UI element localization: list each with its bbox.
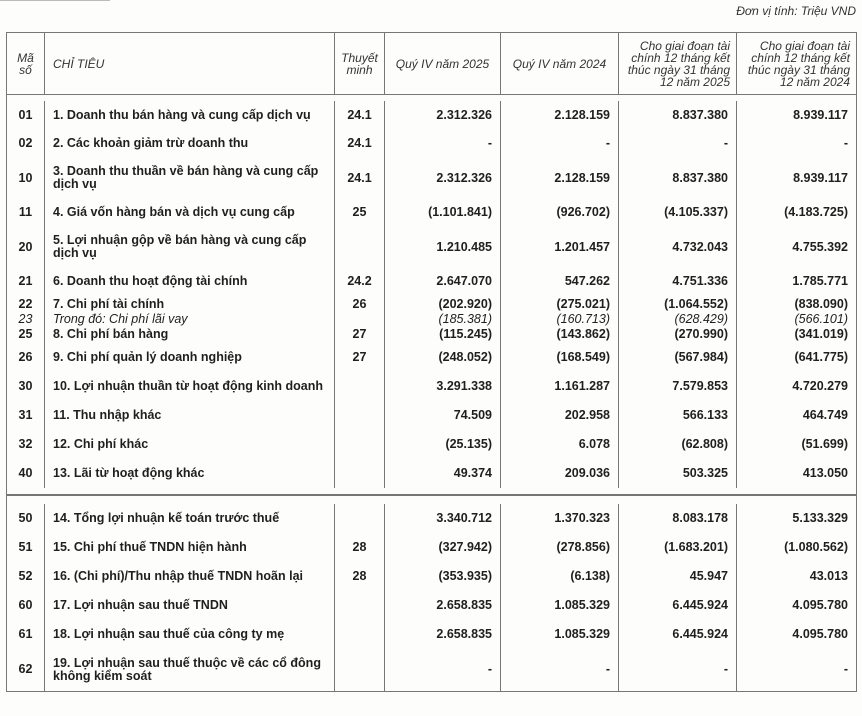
table-row <box>7 227 857 267</box>
row-item: 19. Lợi nhuận sau thuế thuộc về các cổ đông không kiểm soát <box>45 649 335 691</box>
row-q4-2025: (185.381) <box>385 313 501 326</box>
row-q4-2024: 6.078 <box>501 430 619 459</box>
row-item: 4. Giá vốn hàng bán và dịch vụ cung cấp <box>45 198 335 227</box>
row-year-2024: (4.183.725) <box>737 198 857 227</box>
row-q4-2024: 1.085.329 <box>501 620 619 649</box>
row-note: 24.1 <box>335 101 385 129</box>
header-year-2025: Cho giai đoạn tài chính 12 tháng kết thúc ngày 31 tháng 12 năm 2025 <box>619 33 737 95</box>
row-code: 60 <box>7 591 45 620</box>
row-code: 23 <box>7 313 45 326</box>
table-row <box>7 459 857 488</box>
row-year-2024: - <box>737 129 857 158</box>
section-separator-bottom <box>7 495 857 504</box>
header-q4-2024: Quý IV năm 2024 <box>501 33 619 95</box>
row-year-2025: (1.064.552) <box>619 296 737 313</box>
row-q4-2025: (115.245) <box>385 326 501 343</box>
row-q4-2025: 74.509 <box>385 401 501 430</box>
row-q4-2024: 1.161.287 <box>501 372 619 401</box>
row-note <box>335 620 385 649</box>
row-q4-2025: (353.935) <box>385 562 501 591</box>
table-row <box>7 430 857 459</box>
row-item: 8. Chi phí bán hàng <box>45 326 335 343</box>
row-year-2025: 6.445.924 <box>619 620 737 649</box>
row-year-2024: (641.775) <box>737 343 857 372</box>
row-year-2025: (1.683.201) <box>619 533 737 562</box>
row-q4-2024: (168.549) <box>501 343 619 372</box>
row-code: 51 <box>7 533 45 562</box>
row-note: 27 <box>335 343 385 372</box>
row-year-2025: 8.083.178 <box>619 504 737 533</box>
row-q4-2025: 2.312.326 <box>385 158 501 198</box>
row-year-2025: (62.808) <box>619 430 737 459</box>
row-year-2025: (270.990) <box>619 326 737 343</box>
row-q4-2025: 2.312.326 <box>385 101 501 129</box>
row-q4-2024: (278.856) <box>501 533 619 562</box>
row-note <box>335 372 385 401</box>
row-code: 21 <box>7 267 45 296</box>
row-q4-2024: (275.021) <box>501 296 619 313</box>
section-separator-bottom-cell <box>7 495 857 504</box>
row-note: 24.1 <box>335 158 385 198</box>
table-header <box>7 33 857 95</box>
table-body <box>7 95 857 692</box>
row-year-2024: - <box>737 649 857 691</box>
row-year-2025: - <box>619 649 737 691</box>
table-row <box>7 372 857 401</box>
row-item: 5. Lợi nhuận gộp về bán hàng và cung cấp dịch vụ <box>45 227 335 267</box>
row-q4-2024: 209.036 <box>501 459 619 488</box>
row-year-2025: - <box>619 129 737 158</box>
row-q4-2024: - <box>501 129 619 158</box>
table-row <box>7 504 857 533</box>
header-q4-2025: Quý IV năm 2025 <box>385 33 501 95</box>
table-row <box>7 158 857 198</box>
row-note: 28 <box>335 562 385 591</box>
row-item: 1. Doanh thu bán hàng và cung cấp dịch vụ <box>45 101 335 129</box>
row-note <box>335 313 385 326</box>
row-q4-2024: (6.138) <box>501 562 619 591</box>
row-item: Trong đó: Chi phí lãi vay <box>45 313 335 326</box>
row-code: 50 <box>7 504 45 533</box>
table-row <box>7 198 857 227</box>
row-year-2024: 5.133.329 <box>737 504 857 533</box>
row-q4-2024: 1.085.329 <box>501 591 619 620</box>
row-q4-2025: 1.210.485 <box>385 227 501 267</box>
section-separator-top-cell <box>7 488 857 495</box>
row-q4-2024: (160.713) <box>501 313 619 326</box>
row-q4-2024: 547.262 <box>501 267 619 296</box>
row-year-2025: 8.837.380 <box>619 158 737 198</box>
table-row <box>7 129 857 158</box>
row-note <box>335 504 385 533</box>
row-item: 17. Lợi nhuận sau thuế TNDN <box>45 591 335 620</box>
table-row <box>7 401 857 430</box>
row-year-2025: 4.732.043 <box>619 227 737 267</box>
row-item: 13. Lãi từ hoạt động khác <box>45 459 335 488</box>
header-code: Mã số <box>7 33 45 95</box>
row-year-2025: (4.105.337) <box>619 198 737 227</box>
table-row <box>7 591 857 620</box>
row-year-2024: 4.755.392 <box>737 227 857 267</box>
row-item: 15. Chi phí thuế TNDN hiện hành <box>45 533 335 562</box>
row-q4-2025: - <box>385 129 501 158</box>
row-year-2025: 503.325 <box>619 459 737 488</box>
row-note <box>335 649 385 691</box>
row-year-2024: (838.090) <box>737 296 857 313</box>
row-year-2024: 464.749 <box>737 401 857 430</box>
table-row <box>7 562 857 591</box>
row-item: 16. (Chi phí)/Thu nhập thuế TNDN hoãn lại <box>45 562 335 591</box>
row-code: 62 <box>7 649 45 691</box>
table-row <box>7 313 857 326</box>
row-year-2025: 45.947 <box>619 562 737 591</box>
row-year-2024: (566.101) <box>737 313 857 326</box>
row-code: 52 <box>7 562 45 591</box>
row-year-2024: 8.939.117 <box>737 158 857 198</box>
row-item: 11. Thu nhập khác <box>45 401 335 430</box>
row-q4-2025: 3.340.712 <box>385 504 501 533</box>
row-note <box>335 459 385 488</box>
row-item: 9. Chi phí quản lý doanh nghiệp <box>45 343 335 372</box>
row-year-2025: 566.133 <box>619 401 737 430</box>
row-q4-2024: 1.370.323 <box>501 504 619 533</box>
row-year-2024: 43.013 <box>737 562 857 591</box>
row-item: 18. Lợi nhuận sau thuế của công ty mẹ <box>45 620 335 649</box>
row-code: 02 <box>7 129 45 158</box>
row-year-2025: 7.579.853 <box>619 372 737 401</box>
table-row <box>7 343 857 372</box>
row-note: 27 <box>335 326 385 343</box>
table-row <box>7 101 857 129</box>
row-code: 10 <box>7 158 45 198</box>
row-year-2025: 6.445.924 <box>619 591 737 620</box>
row-year-2024: 413.050 <box>737 459 857 488</box>
row-note <box>335 401 385 430</box>
row-code: 20 <box>7 227 45 267</box>
row-q4-2025: 3.291.338 <box>385 372 501 401</box>
row-note <box>335 430 385 459</box>
row-code: 30 <box>7 372 45 401</box>
row-year-2024: (1.080.562) <box>737 533 857 562</box>
row-item: 3. Doanh thu thuần về bán hàng và cung cấp dịch vụ <box>45 158 335 198</box>
row-code: 26 <box>7 343 45 372</box>
row-q4-2024: (926.702) <box>501 198 619 227</box>
row-code: 22 <box>7 296 45 313</box>
row-q4-2024: 2.128.159 <box>501 101 619 129</box>
header-item: CHỈ TIÊU <box>45 33 335 95</box>
row-q4-2024: 202.958 <box>501 401 619 430</box>
row-note: 25 <box>335 198 385 227</box>
table-row <box>7 533 857 562</box>
row-item: 12. Chi phí khác <box>45 430 335 459</box>
row-note: 24.1 <box>335 129 385 158</box>
row-item: 14. Tổng lợi nhuận kế toán trước thuế <box>45 504 335 533</box>
row-item: 10. Lợi nhuận thuần từ hoạt động kinh doanh <box>45 372 335 401</box>
row-year-2025: 8.837.380 <box>619 101 737 129</box>
section-separator-top <box>7 488 857 495</box>
row-q4-2025: 2.658.835 <box>385 620 501 649</box>
row-year-2025: (567.984) <box>619 343 737 372</box>
row-year-2024: 4.720.279 <box>737 372 857 401</box>
row-q4-2024: - <box>501 649 619 691</box>
table-row <box>7 296 857 313</box>
row-year-2024: (51.699) <box>737 430 857 459</box>
row-q4-2024: (143.862) <box>501 326 619 343</box>
row-code: 11 <box>7 198 45 227</box>
table-row <box>7 267 857 296</box>
row-year-2024: 4.095.780 <box>737 591 857 620</box>
row-q4-2025: (248.052) <box>385 343 501 372</box>
row-q4-2025: (202.920) <box>385 296 501 313</box>
row-q4-2025: - <box>385 649 501 691</box>
row-note: 24.2 <box>335 267 385 296</box>
row-code: 01 <box>7 101 45 129</box>
header-year-2024: Cho giai đoạn tài chính 12 tháng kết thúc ngày 31 tháng 12 năm 2024 <box>737 33 857 95</box>
unit-label: Đơn vị tính: Triệu VND <box>736 4 856 18</box>
table-row <box>7 649 857 691</box>
header-note: Thuyết minh <box>335 33 385 95</box>
row-note <box>335 591 385 620</box>
row-note: 26 <box>335 296 385 313</box>
row-code: 25 <box>7 326 45 343</box>
row-year-2024: 4.095.780 <box>737 620 857 649</box>
row-code: 40 <box>7 459 45 488</box>
row-note: 28 <box>335 533 385 562</box>
row-q4-2025: 2.647.070 <box>385 267 501 296</box>
top-rule <box>0 0 110 5</box>
row-item: 6. Doanh thu hoạt động tài chính <box>45 267 335 296</box>
row-item: 2. Các khoản giảm trừ doanh thu <box>45 129 335 158</box>
table-row <box>7 620 857 649</box>
row-q4-2025: 2.658.835 <box>385 591 501 620</box>
row-year-2025: (628.429) <box>619 313 737 326</box>
table-row <box>7 326 857 343</box>
row-q4-2025: (1.101.841) <box>385 198 501 227</box>
row-code: 61 <box>7 620 45 649</box>
row-q4-2024: 1.201.457 <box>501 227 619 267</box>
row-code: 32 <box>7 430 45 459</box>
income-statement-table <box>6 32 857 692</box>
row-year-2024: (341.019) <box>737 326 857 343</box>
row-year-2024: 1.785.771 <box>737 267 857 296</box>
row-q4-2025: (25.135) <box>385 430 501 459</box>
row-q4-2025: (327.942) <box>385 533 501 562</box>
row-q4-2024: 2.128.159 <box>501 158 619 198</box>
row-year-2024: 8.939.117 <box>737 101 857 129</box>
row-code: 31 <box>7 401 45 430</box>
row-q4-2025: 49.374 <box>385 459 501 488</box>
row-item: 7. Chi phí tài chính <box>45 296 335 313</box>
row-note <box>335 227 385 267</box>
row-year-2025: 4.751.336 <box>619 267 737 296</box>
